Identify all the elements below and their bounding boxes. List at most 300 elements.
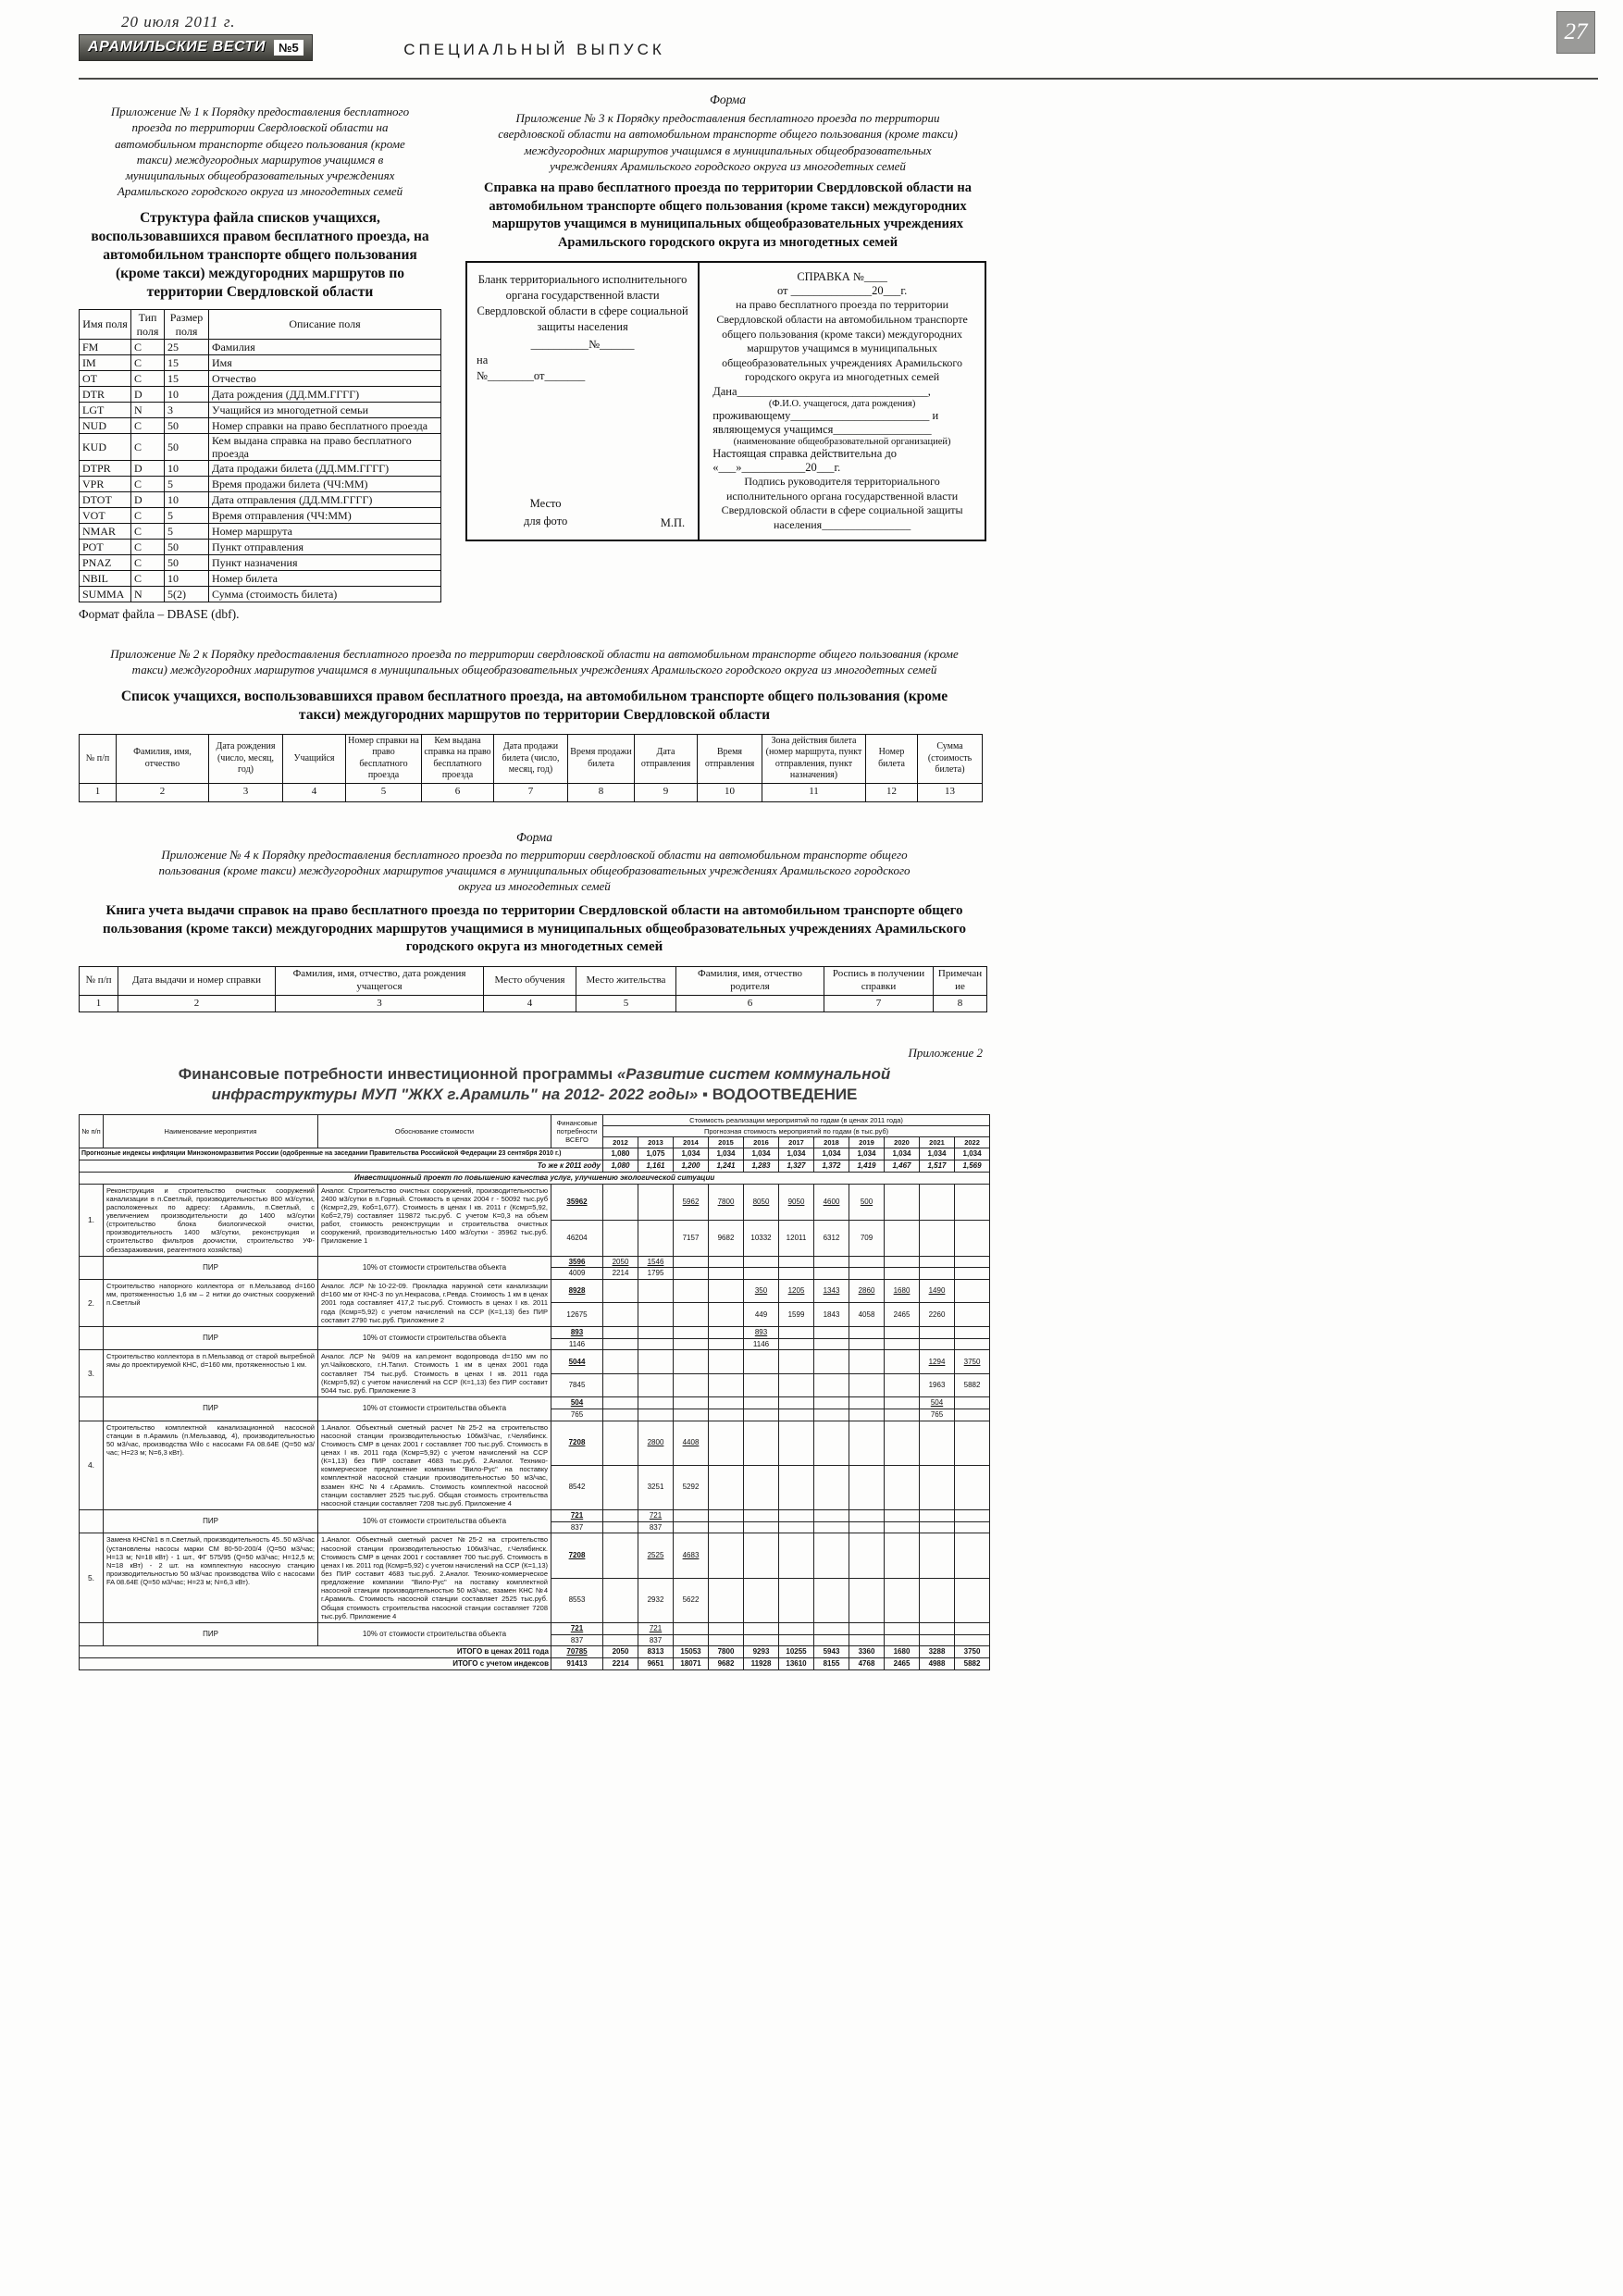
spravka-number-line: СПРАВКА №____ <box>797 270 887 284</box>
table-cell: VOT <box>80 508 131 524</box>
table-cell <box>885 1256 920 1268</box>
certificate-right-panel <box>700 263 985 540</box>
table-cell <box>814 1578 849 1622</box>
table-cell <box>814 1373 849 1396</box>
table-cell: C <box>131 417 165 433</box>
table-cell: То же к 2011 году <box>80 1160 603 1173</box>
table-cell: PNAZ <box>80 555 131 571</box>
table-cell: Размер поля <box>165 310 209 339</box>
table-cell <box>955 1533 990 1578</box>
table-cell: Примечание <box>934 967 987 996</box>
table-cell: 13610 <box>779 1658 814 1670</box>
table-cell: 2015 <box>709 1137 744 1148</box>
table-cell: 35962 <box>551 1184 603 1220</box>
table-cell <box>955 1268 990 1280</box>
table-row <box>80 492 441 508</box>
table-cell: C <box>131 477 165 492</box>
table-cell: 1 <box>80 995 118 1012</box>
table-cell: 1,161 <box>638 1160 674 1173</box>
table-cell: ИТОГО в ценах 2011 года <box>80 1646 551 1658</box>
table-cell: 2214 <box>603 1658 638 1670</box>
table-row <box>80 967 987 996</box>
table-cell: 9293 <box>744 1646 779 1658</box>
annex1-title: Структура файла списков учащихся, воспользовавшихся правом бесплатного проезда, на автомобильном транспорте общего пользования (кроме такси) междугородних маршрутов по территории Свердловской области <box>91 209 429 301</box>
table-cell: 2260 <box>920 1303 955 1326</box>
table-cell: № п/п <box>80 967 118 996</box>
table-cell <box>638 1220 674 1256</box>
table-cell: 709 <box>849 1220 885 1256</box>
page-content <box>79 80 990 1670</box>
table-row <box>80 386 441 402</box>
table-cell: OT <box>80 370 131 386</box>
table-cell <box>885 1373 920 1396</box>
table-cell: Время продажи билета (ЧЧ:ММ) <box>209 477 441 492</box>
table-cell: 1,034 <box>744 1148 779 1160</box>
table-cell: Сумма (стоимость билета) <box>209 587 441 602</box>
annex1-note: Приложение № 1 к Порядку предоставления бесплатного проезда по территории Свердловской области на автомобильном транспорте общего пользования (кроме такси) междугородных маршрутов учащимся в муниципальных общеобразовательных учреждениях Арамильского городского округа из многодетных семей <box>110 105 410 199</box>
financial-needs-table <box>79 1114 990 1670</box>
table-cell <box>955 1465 990 1509</box>
table-cell: Номер билета <box>866 734 918 783</box>
table-cell: Тип поля <box>131 310 165 339</box>
table-cell: 70785 <box>551 1646 603 1658</box>
table-cell: 5(2) <box>165 587 209 602</box>
table-cell <box>744 1421 779 1465</box>
table-cell: 4988 <box>920 1658 955 1670</box>
table-cell: 15 <box>165 354 209 370</box>
table-row <box>80 402 441 417</box>
table-row <box>80 540 441 555</box>
table-cell <box>674 1256 709 1268</box>
table-cell <box>603 1622 638 1634</box>
table-cell: Прогнозные индексы инфляции Минэкономразвития России (одобренные на заседании Правительства Российской Федерации 23 сентября 2010 г.) <box>80 1148 603 1160</box>
table-cell: Время отправления <box>698 734 762 783</box>
table-row <box>80 1326 990 1338</box>
table-cell: 6312 <box>814 1220 849 1256</box>
table-cell <box>814 1338 849 1350</box>
table-cell: 837 <box>551 1634 603 1646</box>
table-cell: 1,569 <box>955 1160 990 1173</box>
table-cell: 765 <box>551 1409 603 1421</box>
spravka-date-line: от ______________20___г. <box>776 284 908 298</box>
table-cell: 18071 <box>674 1658 709 1670</box>
annex4-forma-label: Форма <box>515 829 553 844</box>
table-row <box>80 1421 990 1465</box>
table-cell: 2932 <box>638 1578 674 1622</box>
table-cell <box>638 1303 674 1326</box>
table-cell: 7208 <box>551 1421 603 1465</box>
table-row <box>80 555 441 571</box>
issue-date: 20 июля 2011 г. <box>121 13 236 31</box>
table-cell <box>674 1280 709 1303</box>
org-blank-text: Бланк территориального исполнительного органа государственной власти Свердловской области в сфере социальной защиты населения <box>477 273 688 333</box>
table-cell: Обоснование стоимости <box>318 1114 551 1148</box>
table-cell: Зона действия билета (номер маршрута, пункт отправления, пункт назначения) <box>762 734 866 783</box>
table-cell: C <box>131 524 165 540</box>
table-cell: 10 <box>165 461 209 477</box>
table-cell: 1,419 <box>849 1160 885 1173</box>
table-cell: 11928 <box>744 1658 779 1670</box>
table-cell <box>885 1521 920 1533</box>
table-row <box>80 310 441 339</box>
table-cell <box>744 1578 779 1622</box>
table-cell: 15053 <box>674 1646 709 1658</box>
table-cell: DTPR <box>80 461 131 477</box>
table-cell: 4408 <box>674 1421 709 1465</box>
table-cell <box>920 1338 955 1350</box>
table-cell: 3750 <box>955 1350 990 1373</box>
table-cell: Кем выдана справка на право бесплатного проезда <box>209 433 441 460</box>
table-cell: 1,034 <box>920 1148 955 1160</box>
table-row <box>80 1533 990 1578</box>
table-cell: 837 <box>638 1634 674 1646</box>
na-label: на <box>477 353 489 366</box>
table-cell <box>709 1280 744 1303</box>
table-cell <box>779 1533 814 1578</box>
special-issue-title: СПЕЦИАЛЬНЫЙ ВЫПУСК <box>403 41 665 58</box>
table-cell: 1680 <box>885 1646 920 1658</box>
table-cell: N <box>131 402 165 417</box>
table-cell <box>603 1326 638 1338</box>
table-cell: 1205 <box>779 1280 814 1303</box>
table-cell: 2017 <box>779 1137 814 1148</box>
page-number: 27 <box>1556 11 1595 54</box>
program-annex-label: Приложение 2 <box>908 1046 983 1061</box>
table-row <box>80 1622 990 1634</box>
table-cell: 8 <box>568 783 635 801</box>
table-cell <box>885 1421 920 1465</box>
table-cell <box>674 1409 709 1421</box>
table-cell: 1146 <box>551 1338 603 1350</box>
table-cell: Пункт назначения <box>209 555 441 571</box>
table-cell: 2465 <box>885 1658 920 1670</box>
table-cell <box>744 1268 779 1280</box>
table-cell <box>849 1509 885 1521</box>
table-cell: NUD <box>80 417 131 433</box>
table-cell: 6 <box>676 995 824 1012</box>
table-cell <box>709 1578 744 1622</box>
table-cell <box>885 1184 920 1220</box>
table-cell: 721 <box>638 1509 674 1521</box>
table-cell <box>674 1303 709 1326</box>
table-cell: 10 <box>165 386 209 402</box>
table-cell: 12011 <box>779 1220 814 1256</box>
table-cell: 1,517 <box>920 1160 955 1173</box>
table-cell <box>709 1397 744 1409</box>
table-cell <box>744 1465 779 1509</box>
table-cell: Наименование мероприятия <box>104 1114 318 1148</box>
table-cell <box>674 1509 709 1521</box>
ref-number-line: №________от_______ <box>477 368 586 382</box>
table-cell: 10% от стоимости строительства объекта <box>318 1256 551 1280</box>
table-cell <box>709 1634 744 1646</box>
table-cell: 13 <box>918 783 983 801</box>
table-cell <box>603 1373 638 1396</box>
table-cell: SUMMA <box>80 587 131 602</box>
table-cell: 2013 <box>638 1137 674 1148</box>
table-cell <box>638 1280 674 1303</box>
table-cell: Учащийся <box>283 734 346 783</box>
spravka-body-text: на право бесплатного проезда по территории Свердловской области на автомобильном транспорте общего пользования (кроме такси) междугородних маршрутов учащимся в муниципальных общеобразовательных учреждениях Арамильского городского округа из многодетных семей <box>716 298 968 384</box>
table-cell <box>709 1421 744 1465</box>
table-cell: 7845 <box>551 1373 603 1396</box>
table-cell: 3 <box>209 783 283 801</box>
table-cell: 721 <box>551 1622 603 1634</box>
table-cell: 5 <box>165 524 209 540</box>
table-cell <box>814 1509 849 1521</box>
table-cell <box>603 1521 638 1533</box>
table-cell <box>779 1397 814 1409</box>
program-title-prefix: Финансовые потребности инвестиционной программы <box>178 1065 617 1084</box>
table-cell <box>603 1220 638 1256</box>
table-cell <box>603 1509 638 1521</box>
table-cell <box>779 1578 814 1622</box>
table-cell <box>955 1184 990 1220</box>
table-cell <box>955 1634 990 1646</box>
dana-line: Дана_________________________________, <box>712 384 931 398</box>
table-cell <box>80 1397 104 1421</box>
table-cell: 9651 <box>638 1658 674 1670</box>
table-cell: Замена КНС№1 в п.Светлый, производительность 45..50 м3/час (установлены насосы марки СМ 80-50-200/4 (Q=50 м3/час; H=13 м; N=18 кВт) - 1 шт., ФГ 575/95 (Q=50 м3/час; H=12,5 м; N=18 кВт) - 2 шт. на комплектную насосную станцию производительностью 50 м3/час производства Wilo с насосами FA 08.64E (Q=50 м3/час; H=23 м; N=6,3 кВт). <box>104 1533 318 1622</box>
table-cell: 3 <box>276 995 484 1012</box>
table-cell: IM <box>80 354 131 370</box>
table-cell: 4 <box>484 995 576 1012</box>
table-cell: 3360 <box>849 1646 885 1658</box>
table-cell <box>920 1268 955 1280</box>
annex3-forma-label: Форма <box>709 93 747 106</box>
table-row <box>80 477 441 492</box>
table-row <box>80 1160 990 1173</box>
table-cell <box>709 1409 744 1421</box>
table-cell: 2 <box>117 783 209 801</box>
table-cell: 10 <box>165 571 209 587</box>
table-cell: Стоимость реализации мероприятий по годам (в ценах 2011 года) <box>603 1114 990 1125</box>
table-row <box>80 433 441 460</box>
table-cell: Номер маршрута <box>209 524 441 540</box>
table-cell: № п/п <box>80 1114 104 1148</box>
table-cell <box>955 1409 990 1421</box>
table-cell <box>885 1509 920 1521</box>
table-cell: Дата продажи билета (число, месяц, год) <box>494 734 568 783</box>
table-row <box>80 1256 990 1268</box>
annex4-title: Книга учета выдачи справок на право бесплатного проезда по территории Свердловской области на автомобильном транспорте общего пользования (кроме такси) междугородних маршрутов учащимися в муниципальных общеобразовательных учреждениях Арамильского городского округа из многодетных семей <box>102 902 967 955</box>
table-cell <box>744 1521 779 1533</box>
table-cell <box>955 1256 990 1268</box>
table-cell <box>709 1350 744 1373</box>
table-cell: 1,467 <box>885 1160 920 1173</box>
table-cell: C <box>131 339 165 354</box>
table-cell <box>709 1338 744 1350</box>
table-cell <box>674 1373 709 1396</box>
table-cell <box>709 1465 744 1509</box>
table-cell: 2016 <box>744 1137 779 1148</box>
table-cell <box>849 1256 885 1268</box>
table-cell <box>779 1268 814 1280</box>
table-cell: 5962 <box>674 1184 709 1220</box>
table-cell: 1,080 <box>603 1148 638 1160</box>
table-cell <box>885 1533 920 1578</box>
table-cell <box>814 1256 849 1268</box>
table-cell: 1,075 <box>638 1148 674 1160</box>
table-cell: 1,327 <box>779 1160 814 1173</box>
table-cell: 1,034 <box>674 1148 709 1160</box>
table-cell <box>779 1521 814 1533</box>
table-cell <box>955 1622 990 1634</box>
program-title-quote: «Развитие систем коммунальной инфраструктуры МУП "ЖКХ г.Арамиль" на 2012- 2022 годы» <box>211 1065 891 1104</box>
table-cell: ИТОГО с учетом индексов <box>80 1658 551 1670</box>
table-cell: 7 <box>824 995 934 1012</box>
page-header <box>0 0 1623 78</box>
table-cell <box>674 1622 709 1634</box>
table-cell: Аналог. ЛСР № 94/09 на кап.ремонт водопровода d=150 мм по ул.Чайковского, г.Н.Тагил. Стоимость 1 км в ценах 2001 года составляет 754 тыс.руб. Стоимость в ценах I кв. 2011 года (Ксмр=5,92) с учетом начислений на ССР (К=1,13) без ПИР составит 5044 тыс. руб. Приложение 3 <box>318 1350 551 1397</box>
table-row <box>80 339 441 354</box>
table-cell <box>849 1634 885 1646</box>
table-cell: C <box>131 571 165 587</box>
table-cell: Реконструкция и строительство очистных сооружений канализации в п.Светлый, производительностью 800 м3/сутки, расположенных по адресу: г.Арамиль, п.Светлый, с увеличением производительности до 1400 м3/сутки (строительство блока биологической очистки, производительность 1400 м3/сутки, реконструкция и строительство фильтров доочистки, строительство УФ-обеззараживания, реагентного хозяйства) <box>104 1184 318 1256</box>
table-cell: 10 <box>165 492 209 508</box>
table-cell: 1,034 <box>885 1148 920 1160</box>
table-cell: 2465 <box>885 1303 920 1326</box>
table-cell: 2014 <box>674 1137 709 1148</box>
table-cell: 10332 <box>744 1220 779 1256</box>
table-cell: 5 <box>576 995 676 1012</box>
table-cell <box>814 1622 849 1634</box>
top-columns <box>79 91 990 622</box>
table-cell: Фамилия, имя, отчество, дата рождения учащегося <box>276 967 484 996</box>
table-cell <box>814 1326 849 1338</box>
table-cell: Имя <box>209 354 441 370</box>
table-cell <box>955 1326 990 1338</box>
table-cell: 5882 <box>955 1658 990 1670</box>
annex4-note: Приложение № 4 к Порядку предоставления бесплатного проезда по территории свердловской области на автомобильном транспорте общего пользования (кроме такси) междугородних маршрутов учащимся в муниципальных общеобразовательных учреждениях Арамильского городского округа из многодетных семей <box>158 847 911 894</box>
certificate-left-panel <box>467 263 700 540</box>
table-cell: VPR <box>80 477 131 492</box>
table-cell: NBIL <box>80 571 131 587</box>
table-cell: 9682 <box>709 1658 744 1670</box>
table-cell: Сумма (стоимость билета) <box>918 734 983 783</box>
table-cell: 1680 <box>885 1280 920 1303</box>
table-cell: 1.Аналог. Объектный сметный расчет №25-2 на строительство насосной станции производительностью 106м3/час, г.Челябинск. Стоимость СМР в ценах 2001 г составляет 700 тыс.руб. Стоимость в ценах I кв. 2011 года (Ксмр=5,92) с учетом начислений на ССР (К=1,13) без ПИР составит 4683 тыс.руб. 2.Аналог. Технико-коммерческое предложение компании "Вило-Рус" на поставку комплектной насосной станции производительностью 50 м3/час, взамен КНС №4 г.Арамиль. Стоимость комплектной насосной станции составляет 2525 тыс.руб. Общая стоимость строительства насосной станции составляет 7208 тыс.руб. Приложение 4 <box>318 1421 551 1509</box>
table-cell <box>885 1326 920 1338</box>
table-cell <box>955 1509 990 1521</box>
table-cell: 1 <box>80 783 117 801</box>
table-cell: 1,283 <box>744 1160 779 1173</box>
annex4-section <box>79 830 990 1012</box>
table-cell <box>603 1280 638 1303</box>
table-cell: 1599 <box>779 1303 814 1326</box>
table-cell: 504 <box>551 1397 603 1409</box>
table-cell: Строительство коллектора в п.Мельзавод от старой выгребной ямы до проектируемой КНС, d=160 мм, протяженностью 1 км. <box>104 1350 318 1397</box>
table-cell <box>674 1521 709 1533</box>
table-cell <box>779 1338 814 1350</box>
table-cell <box>849 1338 885 1350</box>
table-cell: 1. <box>80 1184 104 1256</box>
table-row <box>80 1350 990 1373</box>
table-row <box>80 1658 990 1670</box>
table-cell: 5943 <box>814 1646 849 1658</box>
table-cell <box>80 1256 104 1280</box>
table-cell <box>744 1373 779 1396</box>
table-cell: Кем выдана справка на право бесплатного проезда <box>422 734 494 783</box>
table-cell: Аналог. Строительство очистных сооружений, производительностью 2400 м3/сутки в п.Горный. Стоимость в ценах 2004 г - 50092 тыс.руб (Ксмр=2,29, Коб=1,677). Стоимость в ценах I кв. 2011 г (Ксмр=5,92, Коб=2,79) составляет 119872 тыс.руб. С учетом К=0,3 на объем работ, стоимость реконструкции и строительства очистных сооружений, производительностью 1400 м3/сутки - 35962 тыс.руб. Приложение 1 <box>318 1184 551 1256</box>
table-cell: 1,241 <box>709 1160 744 1173</box>
table-cell <box>603 1533 638 1578</box>
table-cell <box>80 1326 104 1350</box>
table-cell: N <box>131 587 165 602</box>
table-cell: 6 <box>422 783 494 801</box>
table-cell: D <box>131 461 165 477</box>
table-cell: 2022 <box>955 1137 990 1148</box>
table-cell <box>920 1465 955 1509</box>
table-cell <box>779 1326 814 1338</box>
table-cell: 7800 <box>709 1184 744 1220</box>
table-cell: 893 <box>744 1326 779 1338</box>
table-cell <box>638 1350 674 1373</box>
table-row <box>80 734 983 783</box>
table-cell <box>885 1578 920 1622</box>
table-cell <box>638 1397 674 1409</box>
table-cell <box>814 1634 849 1646</box>
table-row <box>80 1280 990 1303</box>
table-cell: 3288 <box>920 1646 955 1658</box>
table-cell: Фамилия, имя, отчество родителя <box>676 967 824 996</box>
table-cell: 1963 <box>920 1373 955 1396</box>
table-cell <box>709 1256 744 1268</box>
table-cell <box>920 1256 955 1268</box>
table-cell: 2019 <box>849 1137 885 1148</box>
stamp-placeholder: М.П. <box>660 516 686 530</box>
table-cell: 837 <box>638 1521 674 1533</box>
table-cell <box>849 1622 885 1634</box>
table-cell: 50 <box>165 555 209 571</box>
table-cell: 1795 <box>638 1268 674 1280</box>
table-row <box>80 370 441 386</box>
table-cell: 3 <box>165 402 209 417</box>
table-cell: ПИР <box>104 1397 318 1421</box>
table-cell <box>744 1634 779 1646</box>
table-cell: ПИР <box>104 1622 318 1646</box>
table-cell: POT <box>80 540 131 555</box>
table-cell <box>603 1397 638 1409</box>
table-cell: C <box>131 540 165 555</box>
table-cell: 5044 <box>551 1350 603 1373</box>
table-cell: Дата отправления <box>635 734 698 783</box>
table-cell: ПИР <box>104 1256 318 1280</box>
table-cell <box>955 1521 990 1533</box>
table-cell <box>885 1220 920 1256</box>
table-cell: 15 <box>165 370 209 386</box>
table-cell: 8553 <box>551 1578 603 1622</box>
table-cell: ПИР <box>104 1326 318 1350</box>
table-cell <box>744 1256 779 1268</box>
table-cell: 500 <box>849 1184 885 1220</box>
table-cell: 1146 <box>744 1338 779 1350</box>
table-cell <box>849 1533 885 1578</box>
table-cell: 2214 <box>603 1268 638 1280</box>
table-cell <box>744 1409 779 1421</box>
table-cell <box>955 1578 990 1622</box>
table-cell <box>80 1509 104 1533</box>
table-row <box>80 587 441 602</box>
table-cell: Время отправления (ЧЧ:ММ) <box>209 508 441 524</box>
table-cell: Финансовые потребности ВСЕГО <box>551 1114 603 1148</box>
table-cell: 1.Аналог. Объектный сметный расчет №25-2 на строительство насосной станции производительностью 106м3/час, г.Челябинск. Стоимость СМР в ценах 2001 г составляет 700 тыс.руб. Стоимость в ценах I кв. 2011 год (Ксмр=5,92) с учетом начислений на ССР (К=1,13) без ПИР составит 4683 тыс.руб. 2.Аналог. Технико-коммерческое предложение компании "Вило-Рус" на поставку комплектной насосной станции производительностью 50 м3/час, взамен КНС №4 г.Арамиль. Стоимость насосной станции составляет 2525 тыс.руб. Общая стоимость строительства насосной станции составляет 7208 тыс.руб. Приложение 4 <box>318 1533 551 1622</box>
table-cell: Время продажи билета <box>568 734 635 783</box>
table-cell: Аналог. ЛСР №10-22-09. Прокладка наружной сети канализации d=160 мм от КНС-3 по ул.Некрасова, г.Ревда. Стоимость 1 км в ценах 2001 года составляет 417,2 тыс.руб. Стоимость в ценах I кв. 2011 года (Ксмр=5,92) с учетом начислений на ССР (К=1,13) без ПИР составит 2790 тыс.руб. Приложение 2 <box>318 1280 551 1327</box>
student-line: являющемуся учащимся_________________ <box>712 422 932 436</box>
table-cell: 3251 <box>638 1465 674 1509</box>
table-cell: 8928 <box>551 1280 603 1303</box>
